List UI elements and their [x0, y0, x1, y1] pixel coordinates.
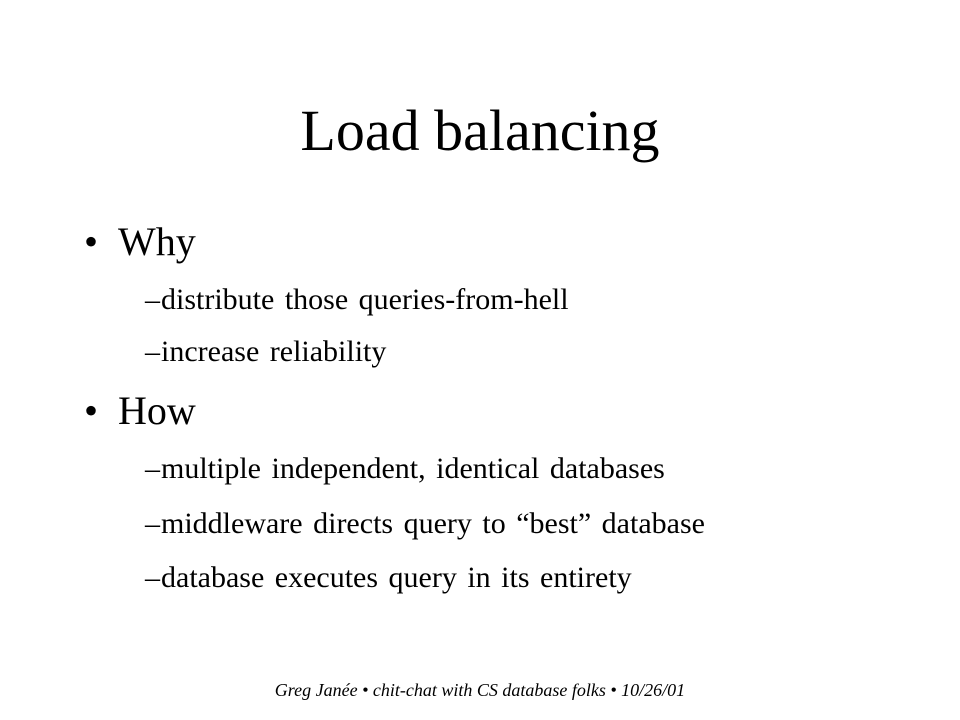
bullet-why-label: Why — [118, 219, 196, 264]
dash-marker: – — [145, 507, 160, 540]
dash-marker: – — [145, 452, 160, 485]
dash-marker: – — [145, 283, 160, 316]
bullet-marker: • — [84, 388, 99, 433]
sub-item-multiple — [145, 451, 665, 487]
dash-marker: – — [145, 335, 160, 368]
sub-item-reliability — [145, 334, 386, 370]
bullet-marker: • — [84, 219, 99, 264]
sub-item-multiple-text: multiple independent, identical databases — [161, 452, 665, 485]
bullet-why — [84, 218, 196, 266]
bullet-how — [84, 387, 196, 435]
slide-title: Load balancing — [300, 98, 660, 163]
sub-item-middleware-text: middleware directs query to “best” database — [161, 507, 705, 540]
dash-marker: – — [145, 561, 160, 594]
sub-item-executes — [145, 560, 632, 596]
sub-item-middleware — [145, 506, 705, 542]
slide-footer: Greg Janée • chit-chat with CS database folks • 10/26/01 — [274, 680, 686, 700]
sub-item-distribute — [145, 282, 569, 318]
sub-item-executes-text: database executes query in its entirety — [161, 561, 632, 594]
bullet-how-label: How — [118, 388, 196, 433]
sub-item-distribute-text: distribute those queries-from-hell — [161, 283, 569, 316]
sub-item-reliability-text: increase reliability — [161, 335, 387, 368]
